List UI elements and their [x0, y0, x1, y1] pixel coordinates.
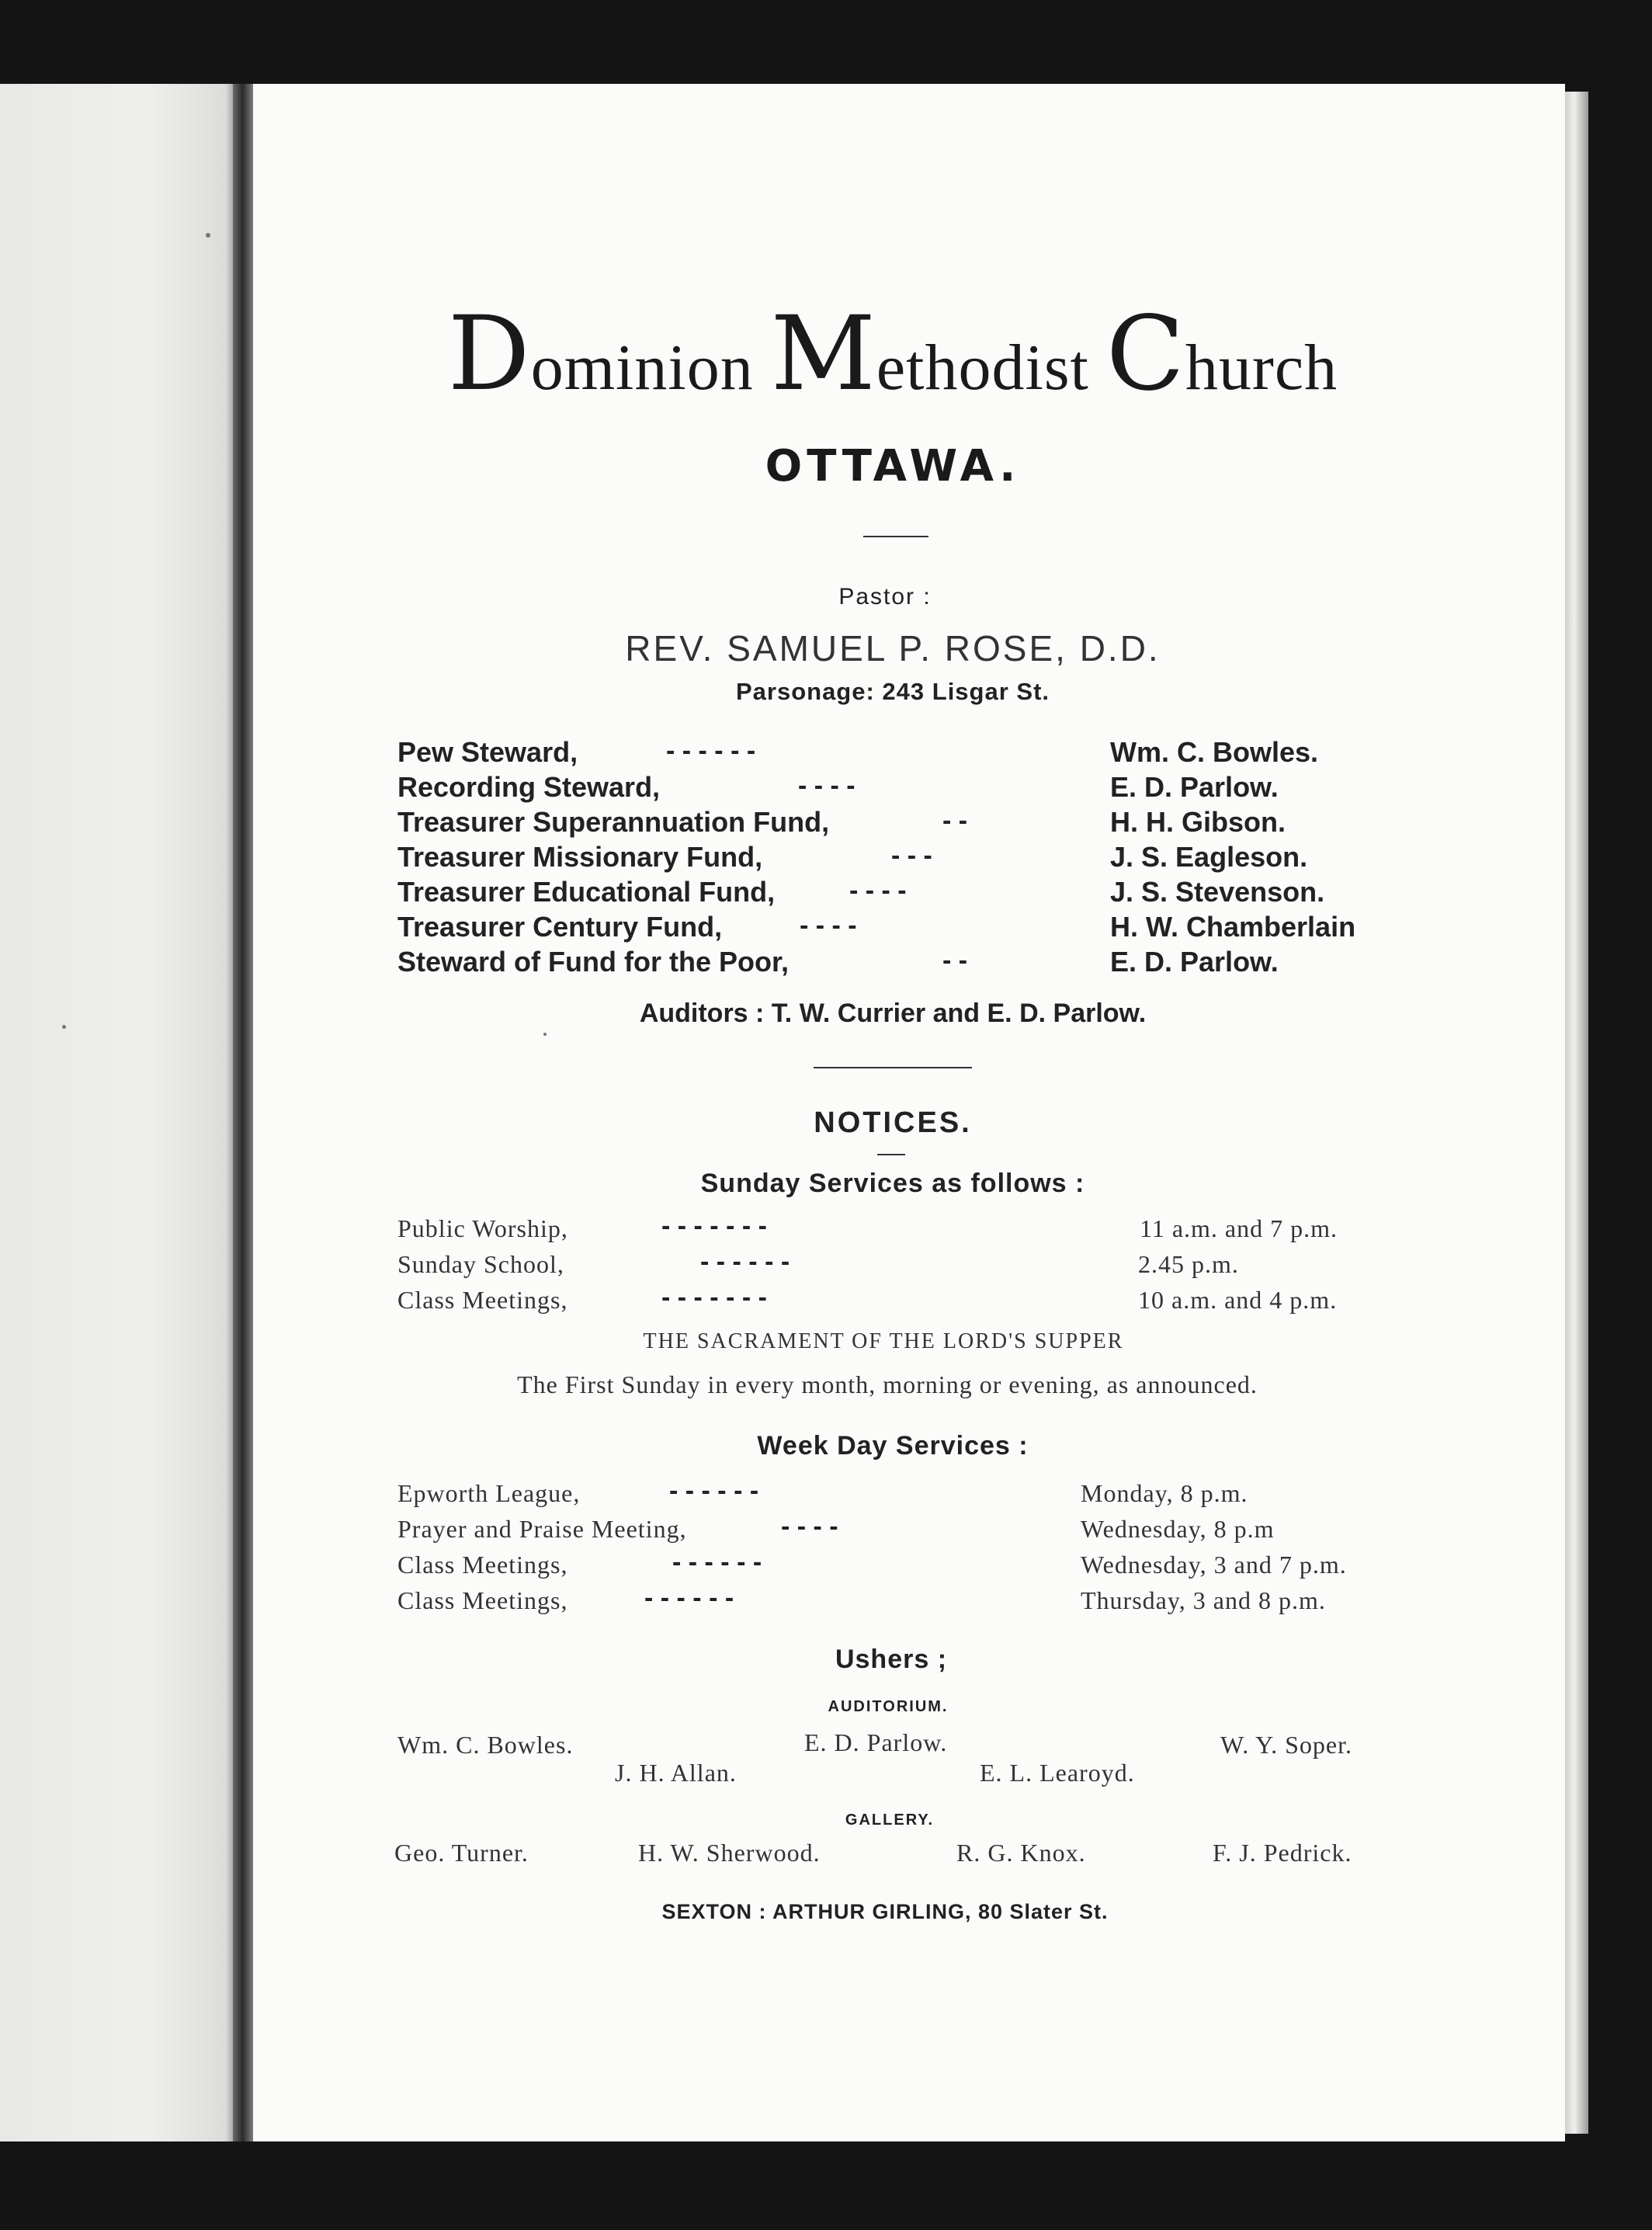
auditors-line: Auditors : T. W. Currier and E. D. Parlow. — [639, 999, 1147, 1028]
service-name: Class Meetings, — [397, 1286, 568, 1314]
usher-name: E. L. Learoyd. — [980, 1759, 1135, 1787]
book-binding — [233, 84, 255, 2141]
usher-name: R. G. Knox. — [956, 1839, 1086, 1867]
leader-dashes: - - - - - - - — [661, 1211, 767, 1241]
usher-name: E. D. Parlow. — [804, 1728, 948, 1756]
leader-dashes: - - - - - - — [666, 736, 756, 766]
service-time: Wednesday, 3 and 7 p.m. — [1081, 1551, 1347, 1579]
officer-name: H. H. Gibson. — [1110, 806, 1286, 838]
pastor-name: REV. SAMUEL P. ROSE, D.D. — [625, 628, 1161, 669]
officer-name: Wm. C. Bowles. — [1110, 736, 1319, 768]
usher-name: W. Y. Soper. — [1220, 1731, 1352, 1759]
officer-title: Treasurer Century Fund, — [397, 911, 723, 943]
service-name: Sunday School, — [397, 1250, 564, 1278]
officer-name: E. D. Parlow. — [1110, 946, 1279, 978]
officer-title: Steward of Fund for the Poor, — [397, 946, 789, 978]
officer-title: Treasurer Superannuation Fund, — [397, 806, 830, 838]
leader-dashes: - - — [942, 806, 968, 835]
officer-name: J. S. Eagleson. — [1110, 841, 1308, 873]
service-name: Prayer and Praise Meeting, — [397, 1515, 687, 1543]
leader-dashes: - - - — [891, 841, 932, 870]
officer-name: E. D. Parlow. — [1110, 771, 1279, 803]
leader-dashes: - - - - - - — [669, 1476, 759, 1506]
officer-title: Pew Steward, — [397, 736, 578, 768]
leader-dashes: - - — [942, 946, 968, 975]
service-name: Class Meetings, — [397, 1586, 568, 1614]
divider — [877, 1154, 905, 1155]
service-name: Public Worship, — [397, 1214, 568, 1242]
notices-heading: NOTICES. — [814, 1106, 972, 1139]
usher-name: F. J. Pedrick. — [1213, 1839, 1352, 1867]
scan-speck — [206, 233, 210, 238]
service-time: Wednesday, 8 p.m — [1081, 1515, 1275, 1543]
ushers-heading: Ushers ; — [835, 1645, 948, 1674]
week-day-services-heading: Week Day Services : — [757, 1431, 1029, 1461]
page-edge — [1565, 92, 1588, 2134]
officer-title: Recording Steward, — [397, 771, 661, 803]
service-name: Class Meetings, — [397, 1551, 568, 1579]
leader-dashes: - - - - - - — [700, 1247, 790, 1277]
leader-dashes: - - - - — [781, 1512, 838, 1541]
usher-name: Geo. Turner. — [394, 1839, 529, 1867]
sunday-services-heading: Sunday Services as follows : — [700, 1169, 1085, 1198]
scan-speck — [62, 1025, 66, 1029]
facing-page — [0, 84, 245, 2141]
officer-title: Treasurer Missionary Fund, — [397, 841, 763, 873]
divider — [814, 1067, 972, 1068]
leader-dashes: - - - - - - — [644, 1583, 734, 1613]
divider — [863, 536, 928, 537]
officer-name: H. W. Chamberlain — [1110, 911, 1356, 943]
service-time: 2.45 p.m. — [1138, 1250, 1239, 1278]
usher-name: J. H. Allan. — [615, 1759, 737, 1787]
scan-speck — [543, 1033, 547, 1036]
service-time: 11 a.m. and 7 p.m. — [1140, 1214, 1338, 1242]
city-name: OTTAWA. — [765, 441, 1021, 492]
pastor-label: Pastor : — [838, 584, 932, 610]
parsonage-address: Parsonage: 243 Lisgar St. — [735, 678, 1050, 705]
church-title: Dominion Methodist Church — [447, 294, 1338, 414]
leader-dashes: - - - - — [849, 876, 907, 905]
gallery-label: GALLERY. — [845, 1811, 935, 1829]
sexton-line: SEXTON : ARTHUR GIRLING, 80 Slater St. — [661, 1900, 1109, 1923]
leader-dashes: - - - - - - — [672, 1547, 762, 1577]
auditorium-label: AUDITORIUM. — [828, 1698, 949, 1715]
officer-title: Treasurer Educational Fund, — [397, 876, 776, 908]
service-time: Thursday, 3 and 8 p.m. — [1081, 1586, 1326, 1614]
leader-dashes: - - - - — [800, 911, 857, 940]
sacrament-text: The First Sunday in every month, morning or evening, as announced. — [517, 1370, 1258, 1398]
usher-name: Wm. C. Bowles. — [397, 1731, 574, 1759]
officer-name: J. S. Stevenson. — [1110, 876, 1325, 908]
service-name: Epworth League, — [397, 1479, 581, 1507]
leader-dashes: - - - - — [798, 771, 856, 801]
service-time: Monday, 8 p.m. — [1081, 1479, 1248, 1507]
leader-dashes: - - - - - - - — [661, 1283, 767, 1312]
usher-name: H. W. Sherwood. — [638, 1839, 821, 1867]
service-time: 10 a.m. and 4 p.m. — [1138, 1286, 1338, 1314]
sacrament-heading: THE SACRAMENT OF THE LORD'S SUPPER — [643, 1329, 1124, 1353]
